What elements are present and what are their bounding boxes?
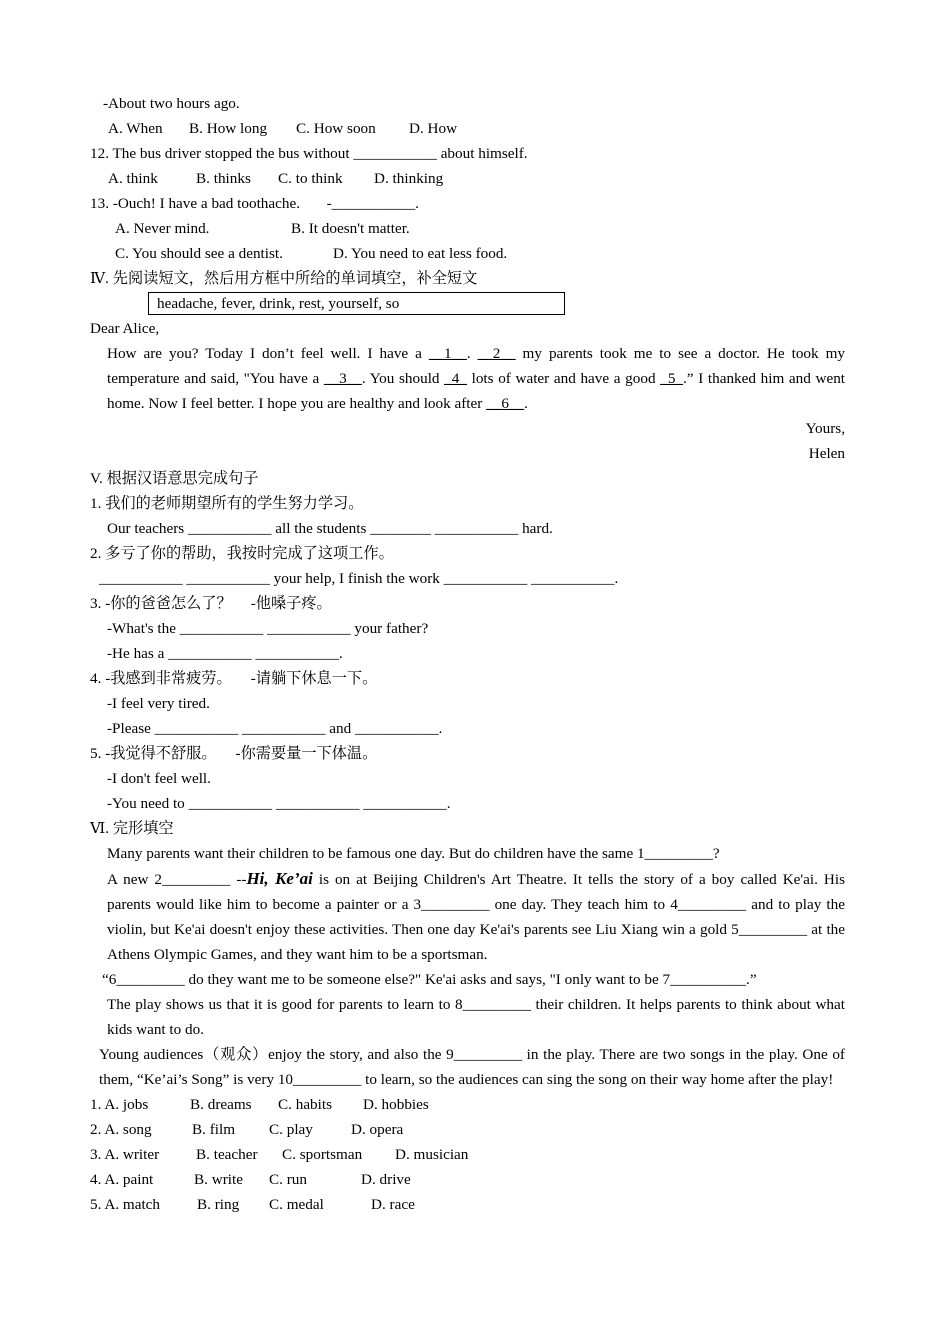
choice: 3. A. writer	[90, 1146, 160, 1163]
q13-option-a: A. Never mind.	[115, 220, 210, 237]
choice: 5. A. match	[90, 1196, 161, 1213]
blank-4: _4_	[444, 370, 467, 387]
blank-2: __2__	[477, 345, 516, 362]
choice-row-3	[90, 1142, 845, 1167]
letter-text: .” I thanked him and went home. Now I feel better. I hope you are healthy and look after	[107, 370, 846, 412]
letter-closing: Yours,	[805, 420, 845, 437]
q12-option-a: A. think	[108, 170, 158, 187]
cloze-paragraph-1: Many parents want their children to be famous one day. But do children have the same 1_________?	[107, 845, 720, 862]
q12-options	[90, 166, 845, 191]
q11-option-a: A. When	[108, 120, 163, 137]
q13-options-row2	[90, 241, 845, 266]
s5-line: -I feel very tired.	[107, 695, 210, 712]
q11-options	[90, 116, 845, 141]
choice: 1. A. jobs	[90, 1096, 149, 1113]
s5-line: 3. -你的爸爸怎么了？ -他嗓子疼。	[90, 595, 332, 612]
q12-stem: 12. The bus driver stopped the bus without ___________ about himself.	[90, 145, 528, 162]
choice: D. hobbies	[363, 1096, 429, 1113]
letter-text: .	[524, 395, 528, 412]
letter-body	[90, 341, 845, 416]
play-title: Hi, Ke’ai	[246, 869, 313, 888]
choice: C. sportsman	[282, 1146, 363, 1163]
choice: C. medal	[269, 1196, 324, 1213]
choice: B. film	[192, 1121, 236, 1138]
cloze-paragraph-5: Young audiences（观众）enjoy the story, and also the 9_________ in the play. There are two songs in the play. One of them, “Ke’ai’s Song” is very 10_________ to learn, so the audiences can sing the song on their way home after the play!	[99, 1046, 845, 1088]
blank-5: _5_	[660, 370, 683, 387]
choice: 2. A. song	[90, 1121, 152, 1138]
choice-row-1	[90, 1092, 845, 1117]
q12-option-c: C. to think	[278, 170, 343, 187]
letter-text: . You should	[361, 370, 445, 387]
cloze-text: A new 2_________ --	[107, 871, 247, 888]
s5-line: 1. 我们的老师期望所有的学生努力学习。	[90, 495, 364, 512]
s5-line: 4. -我感到非常疲劳。 -请躺下休息一下。	[90, 670, 378, 687]
word-box: headache, fever, drink, rest, yourself, so	[148, 292, 565, 315]
section4-heading: Ⅳ. 先阅读短文，然后用方框中所给的单词填空，补全短文	[90, 270, 478, 287]
choice: C. play	[269, 1121, 313, 1138]
choice: B. write	[194, 1171, 243, 1188]
choice: B. ring	[197, 1196, 240, 1213]
worksheet-page	[90, 91, 845, 1217]
letter-signature: Helen	[808, 445, 845, 462]
q13-option-b: B. It doesn't matter.	[291, 220, 410, 237]
choice: D. drive	[361, 1171, 411, 1188]
s5-line: 5. -我觉得不舒服。 -你需要量一下体温。	[90, 745, 378, 762]
q11-option-c: C. How soon	[296, 120, 376, 137]
cloze-paragraph-3: “6_________ do they want me to be someone else?" Ke'ai asks and says, "I only want to be 7__________.”	[102, 971, 757, 988]
letter-text: lots of water and have a good	[466, 370, 661, 387]
q11-option-d: D. How	[409, 120, 458, 137]
q11-answer-line: -About two hours ago.	[103, 95, 240, 112]
s5-line: -He has a ___________ ___________.	[107, 645, 343, 662]
choice-row-4	[90, 1167, 845, 1192]
choice: 4. A. paint	[90, 1171, 154, 1188]
q12-option-d: D. thinking	[374, 170, 444, 187]
s5-line: -What's the ___________ ___________ your father?	[107, 620, 429, 637]
cloze-paragraph-2	[90, 866, 845, 967]
letter-greeting: Dear Alice,	[90, 320, 160, 337]
blank-1: __1__	[428, 345, 467, 362]
section6-heading: Ⅵ. 完形填空	[90, 820, 174, 837]
blank-6: __6__	[486, 395, 525, 412]
q13-option-d: D. You need to eat less food.	[333, 245, 508, 262]
s5-line: ___________ ___________ your help, I finish the work ___________ ___________.	[99, 570, 619, 587]
q11-option-b: B. How long	[189, 120, 268, 137]
section5-heading: V. 根据汉语意思完成句子	[90, 470, 259, 487]
letter-text: How are you? Today I don’t feel well. I have a	[107, 345, 429, 362]
letter-text: my parents took me to see a doctor. He took my temperature and said, "You have a	[107, 345, 846, 387]
choice: C. run	[269, 1171, 307, 1188]
cloze-paragraph-4: The play shows us that it is good for parents to learn to 8_________ their children. It helps parents to think about what kids want to do.	[107, 996, 845, 1038]
s5-line: 2. 多亏了你的帮助，我按时完成了这项工作。	[90, 545, 394, 562]
s5-line: -I don't feel well.	[107, 770, 211, 787]
blank-3: __3__	[323, 370, 362, 387]
choice: C. habits	[278, 1096, 333, 1113]
choice: B. teacher	[196, 1146, 258, 1163]
cloze-text: is on at Beijing Children's Art Theatre. It tells the story of a boy called Ke'ai. His parents would like him to become a painter or a 3_________ one day. They teach him to 4_________ and to play the violin, but Ke'ai doesn't enjoy these activities. Then one day Ke'ai's parents see Liu Xiang win a gold 5_________ at the Athens Olympic Games, and they want him to be a sportsman.	[107, 871, 845, 963]
choice-row-2	[90, 1117, 845, 1142]
q12-option-b: B. thinks	[196, 170, 251, 187]
s5-line: -Please ___________ ___________ and ___________.	[107, 720, 443, 737]
choice: B. dreams	[190, 1096, 252, 1113]
q13-stem: 13. -Ouch! I have a bad toothache. -___________.	[90, 195, 419, 212]
q13-options-row1	[90, 216, 845, 241]
choice-row-5	[90, 1192, 845, 1217]
letter-text: .	[466, 345, 478, 362]
s5-line: -You need to ___________ ___________ ___________.	[107, 795, 451, 812]
choice: D. musician	[395, 1146, 469, 1163]
s5-line: Our teachers ___________ all the students ________ ___________ hard.	[107, 520, 553, 537]
q13-option-c: C. You should see a dentist.	[115, 245, 283, 262]
choice: D. opera	[351, 1121, 404, 1138]
choice: D. race	[371, 1196, 415, 1213]
